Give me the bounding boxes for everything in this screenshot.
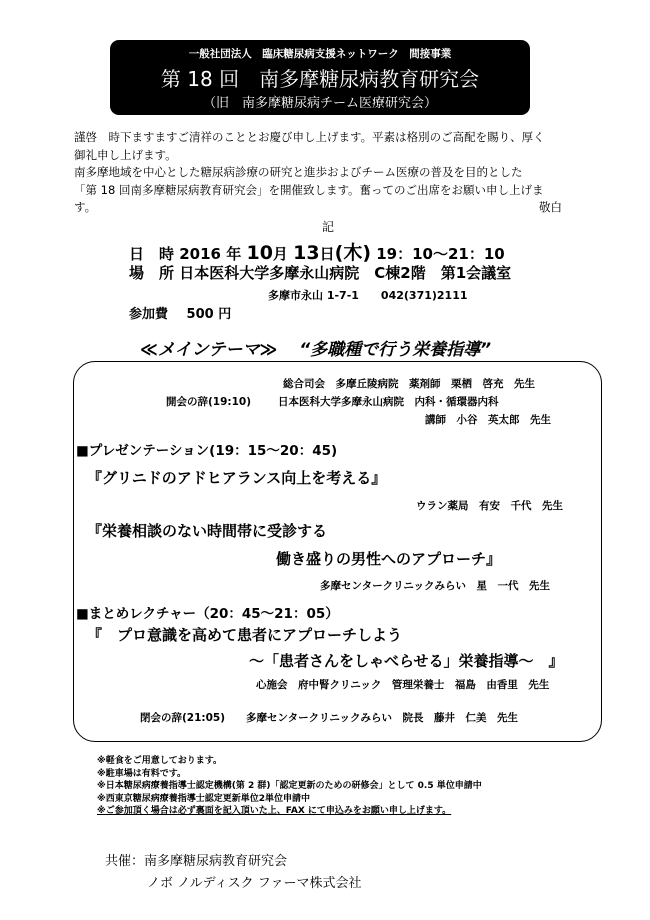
moderator: 総合司会 多摩丘陵病院 薬剤師 栗栖 啓充 先生 [283, 378, 535, 390]
intro-line: 南多摩地域を中心とした糖尿病診療の研究と進歩およびチーム医療の普及を目的とした [74, 165, 523, 179]
ki-heading: 記 [322, 220, 335, 234]
lecture-speaker: 心施会 府中腎クリニック 管理栄養士 福島 由香里 先生 [256, 679, 550, 691]
opening-label: 開会の辞(19:10) [166, 396, 252, 408]
cosponsor-label: 共催： [105, 854, 145, 869]
closing-remarks: 閉会の辞(21:05) 多摩センタークリニックみらい 院長 藤井 仁美 先生 [140, 712, 518, 724]
date-label: 日 時 [129, 245, 175, 263]
intro-line: 謹啓 時下ますますご清祥のこととお慶び申し上げます。平素は格別のご高配を賜り、厚く [74, 130, 545, 144]
intro-line: 「第 18 回南多摩糖尿病教育研究会」を開催致します。奮ってのご出席をお願い申し上げま [74, 182, 544, 197]
cosponsor [105, 852, 287, 872]
header-banner [110, 40, 530, 115]
date-day-unit: 日 [319, 245, 335, 263]
lecture-title-line2: ～「患者さんをしゃべらせる」栄養指導～ 』 [249, 652, 564, 670]
date-time: 19：10～21：10 [376, 245, 505, 263]
closing-salutation: 敬白 [539, 200, 562, 214]
note-item: ※ご参加頂く場合は必ず裏面を記入頂いた上、FAX にて申込みをお願い申し上げます。 [97, 806, 452, 816]
event-title: 第 18 回 南多摩糖尿病教育研究会 [160, 67, 480, 91]
date-year: 2016 年 [179, 245, 242, 263]
fee-value: 500 円 [186, 307, 232, 322]
date-month-unit: 月 [272, 245, 288, 263]
event-address: 多摩市永山 1-7-1 042(371)2111 [268, 289, 468, 302]
note-item: ※西東京糖尿病療養指導士認定更新単位2単位申請中 [97, 793, 311, 804]
talk1-title: 『グリニドのアドヒアランス向上を考える』 [87, 469, 387, 487]
lecture-title-line1: 『 プロ意識を高めて患者にアプローチしよう [87, 626, 403, 644]
note-item: ※日本糖尿病療養指導士認定機構(第 2 群)「認定更新のための研修会」として 0.5 単位申請中 [97, 781, 482, 791]
cosponsor-org2: ノボ ノルディスク ファーマ株式会社 [147, 876, 362, 891]
main-theme-label: ≪メインテーマ≫ [140, 340, 278, 360]
cosponsor-org1: 南多摩糖尿病教育研究会 [144, 854, 288, 869]
note-item: ※軽食をご用意しております。 [97, 756, 223, 766]
intro-line: す。 [74, 200, 97, 214]
lecture-header: ■まとめレクチャー（20：45～21：05） [76, 606, 339, 622]
opening-speaker: 講師 小谷 英太郎 先生 [425, 414, 551, 426]
program-box [73, 361, 602, 742]
main-theme [140, 335, 491, 360]
organizer-line: 一般社団法人 臨床糖尿病支援ネットワーク 間接事業 [188, 48, 452, 60]
opening-affiliation: 日本医科大学多摩永山病院 内科・循環器内科 [278, 396, 499, 408]
place-label: 場 所 [129, 264, 175, 282]
participation-fee [129, 303, 231, 322]
date-day: 13 [293, 242, 320, 264]
intro-line: 御礼申し上げます。 [74, 147, 177, 162]
talk2-speaker: 多摩センタークリニックみらい 星 一代 先生 [320, 580, 550, 592]
main-theme-title: “多職種で行う栄養指導” [299, 340, 492, 360]
date-weekday: (木) [334, 242, 372, 264]
invitation-text [74, 129, 580, 217]
note-item: ※駐車場は有料です。 [97, 768, 187, 779]
place-value: 日本医科大学多摩永山病院 C棟2階 第1会議室 [179, 264, 512, 282]
event-place [129, 262, 511, 283]
event-date [129, 238, 505, 265]
talk2-title-line1: 『栄養相談のない時間帯に受診する [87, 522, 328, 540]
presentation-header: ■プレゼンテーション(19：15～20：45) [76, 443, 338, 459]
event-former-name: （旧 南多摩糖尿病チーム医療研究会） [202, 96, 437, 111]
date-month: 10 [246, 242, 273, 264]
notes-list [97, 755, 482, 818]
talk2-title-line2: 働き盛りの男性へのアプローチ』 [276, 550, 502, 568]
talk1-speaker: ウラン薬局 有安 千代 先生 [416, 500, 563, 512]
fee-label: 参加費 [129, 307, 169, 322]
